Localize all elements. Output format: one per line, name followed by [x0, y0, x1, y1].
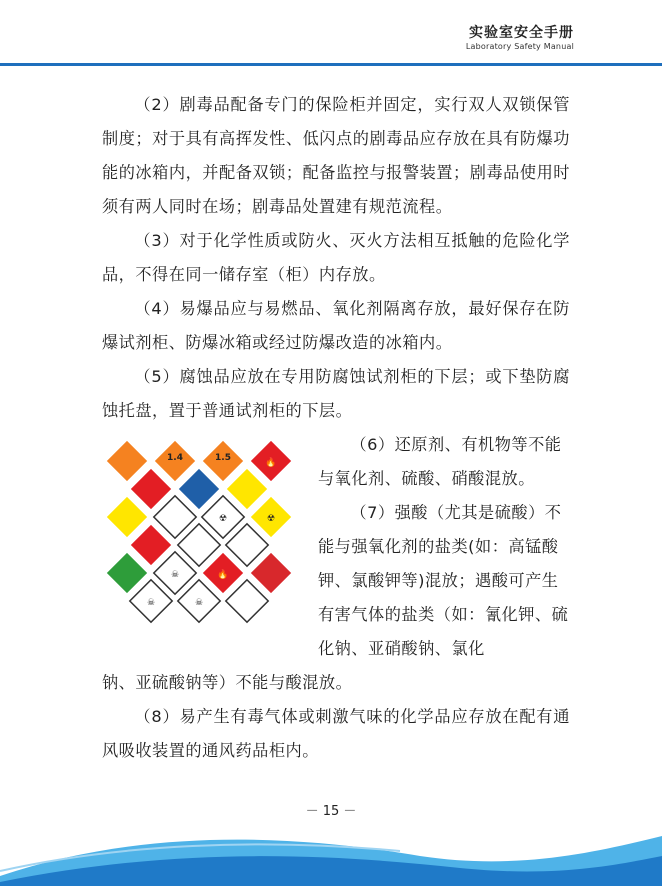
- sign-wet-hazard-icon: [226, 468, 268, 510]
- paragraph-6: （6）还原剂、有机物等不能与氧化剂、硫酸、硝酸混放。: [318, 435, 562, 488]
- paragraph-5: （5）腐蚀品应放在专用防腐蚀试剂柜的下层；或下垫防腐蚀托盘，置于普通试剂柜的下层。: [102, 367, 570, 420]
- sign-organic-peroxide-icon: [130, 524, 172, 566]
- paragraph-7a: （7）强酸（尤其是硫酸）不能与强氧化剂的盐类(如：高锰酸钾、氯酸钾等)混放；遇酸可产生有害气体的盐类（如：氰化钾、硫化钠、亚硝酸钠、氯化: [318, 503, 569, 658]
- sign-symbol-radiation: ☢: [218, 514, 228, 524]
- sign-harmful-icon: [226, 580, 268, 622]
- paragraph-7b: 钠、亚硫酸钠等）不能与酸混放。: [102, 673, 353, 692]
- sign-peroxide-icon: [154, 496, 196, 538]
- hazard-signs-illustration: [102, 438, 302, 638]
- sign-symbol-radiation-2: ☢: [266, 514, 276, 524]
- paragraph-8: （8）易产生有毒气体或刺激气味的化学品应存放在配有通风吸收装置的通风药品柜内。: [102, 707, 570, 760]
- sign-corrosive-icon: [226, 524, 268, 566]
- sign-symbol-flame-2: 🔥: [217, 570, 229, 580]
- footer-wave-decoration: [0, 816, 662, 886]
- sign-symbol-skull-2: ☠: [146, 598, 156, 608]
- sign-symbol-skull-1: ☠: [170, 570, 180, 580]
- sign-label-14: 1.4: [167, 453, 183, 463]
- page-number: － 15 －: [305, 804, 357, 819]
- paragraph-4: （4）易爆品应与易燃品、氧化剂隔离存放，最好保存在防爆试剂柜、防爆冰箱或经过防爆改造的冰箱内。: [102, 299, 570, 352]
- sign-explosive-icon: [106, 440, 148, 482]
- sign-flammable-solid-icon: [178, 468, 220, 510]
- sign-green-icon: [106, 552, 148, 594]
- sign-symbol-flame-1: 🔥: [265, 458, 277, 468]
- header-subtitle: Laboratory Safety Manual: [465, 42, 574, 51]
- sign-label-15: 1.5: [215, 453, 231, 463]
- paragraph-2: （2）剧毒品配备专门的保险柜并固定，实行双人双锁保管制度；对于具有高挥发性、低闪点的剧毒品应存放在具有防爆功能的冰箱内，并配备双锁；配备监控与报警装置；剧毒品使用时须有两人同时在场；剧毒品处置建有规范流程。: [102, 95, 570, 216]
- sign-flammable-liquid-icon: [130, 468, 172, 510]
- sign-oxidizer-icon: [106, 496, 148, 538]
- sign-symbol-skull-3: ☠: [194, 598, 204, 608]
- sign-striped-icon: [250, 552, 292, 594]
- header-title: 实验室安全手册: [469, 25, 574, 41]
- paragraph-3: （3）对于化学性质或防火、灭火方法相互抵触的危险化学品，不得在同一储存室（柜）内存放。: [102, 231, 570, 284]
- sign-class9-icon: [178, 524, 220, 566]
- header-rule: [0, 63, 662, 66]
